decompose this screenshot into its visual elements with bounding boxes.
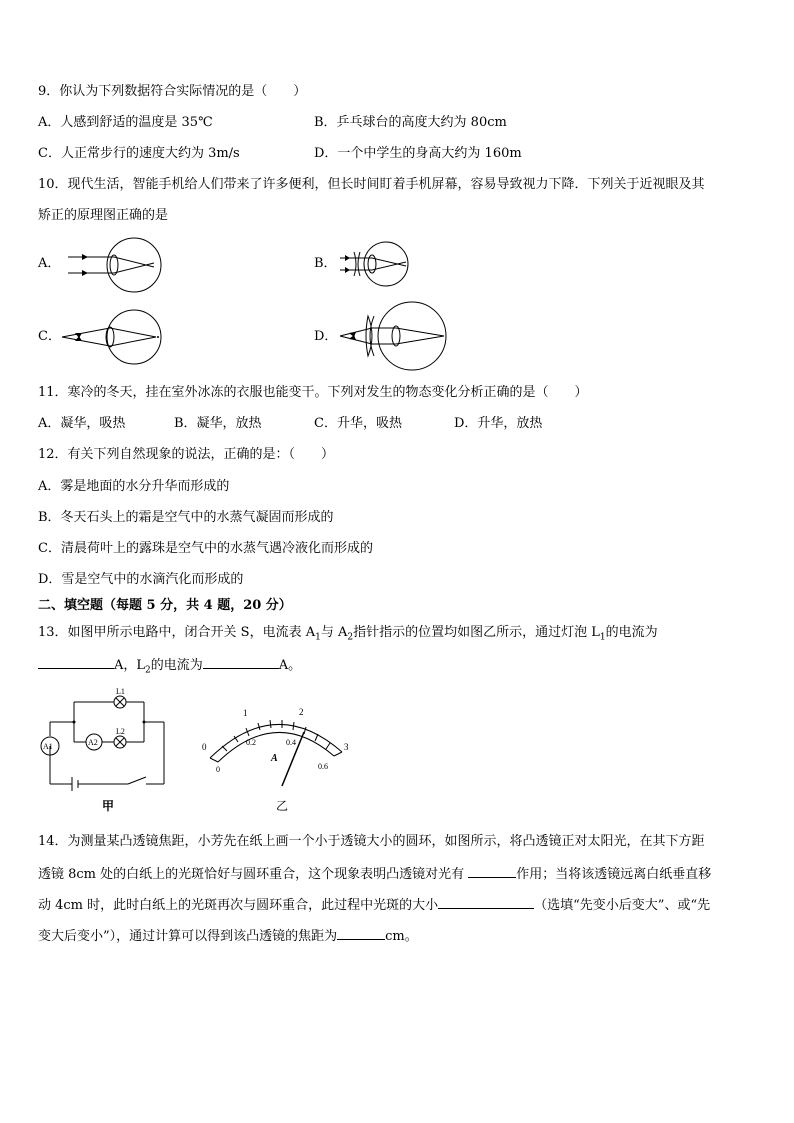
lamp-l1-label: L1 [116,687,125,696]
inner-tick-0-6: 0.6 [318,762,328,771]
answer-blank-1[interactable] [38,655,114,669]
q11-option-d: D．升华，放热 [454,416,543,431]
lamp-l2-label: L2 [116,727,125,736]
q9-option-b: B．乒乓球台的高度大约为 80cm [314,115,507,130]
q9-option-c: C．人正常步行的速度大约为 3m/s [38,146,240,161]
circuit-diagram [38,684,178,816]
answer-blank-5[interactable] [337,926,385,940]
ammeter-a1-label: A1 [43,742,53,751]
q14-line2: 透镜 8cm 处的白纸上的光斑恰好与圆环重合，这个现象表明凸透镜对光有 作用；当将该透镜远离白纸垂直移 [38,864,711,884]
figure-jia-caption: 甲 [102,799,115,813]
outer-tick-1: 1 [243,708,248,718]
answer-blank-3[interactable] [468,864,516,878]
q12-option-b: B．冬天石头上的霜是空气中的水蒸气凝固而形成的 [38,510,334,525]
dial-unit: A [271,753,278,764]
q11-option-c: C．升华，吸热 [314,416,402,431]
q10-stem-line2: 矫正的原理图正确的是 [38,208,169,223]
outer-tick-3: 3 [344,742,349,752]
q9-option-d: D．一个中学生的身高大约为 160m [314,146,522,161]
section-heading: 二、填空题（每题 5 分，共 4 题，20 分） [38,598,292,613]
q10-option-d-label: D． [314,329,338,344]
q10-option-c-label: C． [38,329,61,344]
q12-option-d: D．雪是空气中的水滴汽化而形成的 [38,572,244,587]
q12-option-a: A．雾是地面的水分升华而形成的 [38,479,230,494]
q11-option-a: A．凝华，吸热 [38,416,126,431]
q12-stem: 12．有关下列自然现象的说法，正确的是：（ ） [38,447,335,462]
q9-stem: 9．你认为下列数据符合实际情况的是（ ） [38,84,307,99]
q10-stem-line1: 10．现代生活，智能手机给人们带来了许多便利，但长时间盯着手机屏幕，容易导致视力下降．下列关于近视眼及其 [38,177,705,192]
q14-line3: 动 4cm 时，此时白纸上的光斑再次与圆环重合，此过程中光斑的大小 （选填“先变小后变大”、或“先 [38,895,710,915]
q11-option-b: B．凝华，放热 [174,416,262,431]
q13-stem: 13．如图甲所示电路中，闭合开关 S，电流表 $A_1$与 $A_2$指针指示的位置均如图乙所示，通过灯泡 $L_1$的电流为 [38,625,658,643]
answer-blank-4[interactable] [438,895,534,909]
answer-blank-2[interactable] [203,655,279,669]
outer-tick-2: 2 [299,707,304,717]
figure-yi-caption: 乙 [276,799,289,813]
inner-tick-0: 0 [216,765,220,774]
q14-line4: 变大后变小”），通过计算可以得到该凸透镜的焦距为 cm。 [38,926,418,946]
q10-option-a-diagram [62,236,162,294]
outer-tick-0: 0 [202,742,207,752]
q13-blanks-line: A，$L_2$的电流为 A。 [38,655,301,680]
q9-option-a: A．人感到舒适的温度是 35℃ [38,115,213,130]
q10-option-b-diagram [336,238,416,290]
ammeter-dial [196,700,356,816]
q12-option-c: C．清晨荷叶上的露珠是空气中的水蒸气遇冷液化而形成的 [38,541,373,556]
ammeter-a2-label: A2 [88,738,98,747]
q10-option-b-label: B． [314,256,337,271]
q11-stem: 11．寒冷的冬天，挂在室外冰冻的衣服也能变干。下列对发生的物态变化分析正确的是（ ） [38,385,588,400]
q10-option-d-diagram [338,300,448,372]
inner-tick-0-2: 0.2 [246,738,256,747]
inner-tick-0-4: 0.4 [286,738,296,747]
q10-option-a-label: A． [38,256,61,271]
q10-option-c-diagram [60,308,164,366]
q14-line1: 14．为测量某凸透镜焦距，小芳先在纸上画一个小于透镜大小的圆环，如图所示，将凸透镜正对太阳光，在其下方距 [38,834,705,849]
